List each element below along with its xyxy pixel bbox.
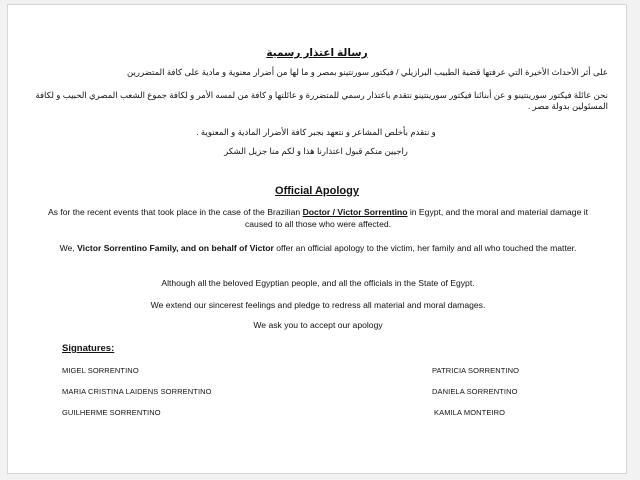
english-paragraph-3: Although all the beloved Egyptian people, and all the officials in the State of Egypt. — [161, 278, 475, 288]
english-paragraph-2 — [38, 242, 598, 254]
signature-right-2: DANIELA SORRENTINO — [432, 387, 518, 396]
p1-text-a: As for the recent events that took place in the case of the Brazilian — [47, 207, 303, 217]
document-page — [7, 4, 627, 474]
p2-text-c: offer an official apology to the victim, her family and all who touched the matter. — [273, 243, 577, 253]
arabic-paragraph-2: نحن عائلة فيكتور سورينتينو و عن أبنائنا فيكتور سورينتينو نتقدم باعتذار رسمي للمتضررة و عائلتها و كافة من لمسه الأمر و لكافة جموع الشعب المصري الحبيب و لكافة المسئولين بدولة مصر . — [35, 90, 608, 111]
doctor-name: Doctor / Victor Sorrentino — [302, 207, 408, 217]
english-title: Official Apology — [275, 185, 359, 197]
english-paragraph-4: We extend our sincerest feelings and pledge to redress all material and moral damages. — [150, 300, 486, 310]
english-paragraph-5: We ask you to accept our apology — [253, 320, 383, 330]
arabic-title: رسالة اعتذار رسمية — [266, 47, 368, 59]
signature-left-3: GUILHERME SORRENTINO — [62, 408, 161, 417]
english-paragraph-1 — [38, 206, 598, 230]
signature-right-1: PATRICIA SORRENTINO — [432, 366, 520, 375]
signatures-title: Signatures: — [62, 343, 115, 354]
arabic-paragraph-1: على أثر الأحداث الأخيرة التي عرفتها قضية الطبيب البرازيلي / فيكتور سورنتينو بمصر و ما لها من أضرار معنوية و مادية على كافة المتضررين — [127, 67, 608, 77]
arabic-paragraph-3: و نتقدم بأخلص المشاعر و نتعهد بجبر كافة الأضرار المادية و المعنوية . — [196, 127, 436, 137]
signature-right-3: KAMILA MONTEIRO — [434, 408, 506, 417]
family-name: Victor Sorrentino Family, and on behalf of Victor — [77, 243, 274, 253]
p2-text-a: We, — [59, 243, 78, 253]
signature-left-1: MIGEL SORRENTINO — [62, 366, 139, 375]
arabic-paragraph-4: راجيين منكم قبول اعتذارنا هذا و لكم منا جزيل الشكر — [224, 146, 408, 156]
p1-text-c: in Egypt, and the moral and material damage it caused to all those who were affected. — [244, 207, 589, 229]
signature-left-2: MARIA CRISTINA LAIDENS SORRENTINO — [62, 387, 212, 396]
